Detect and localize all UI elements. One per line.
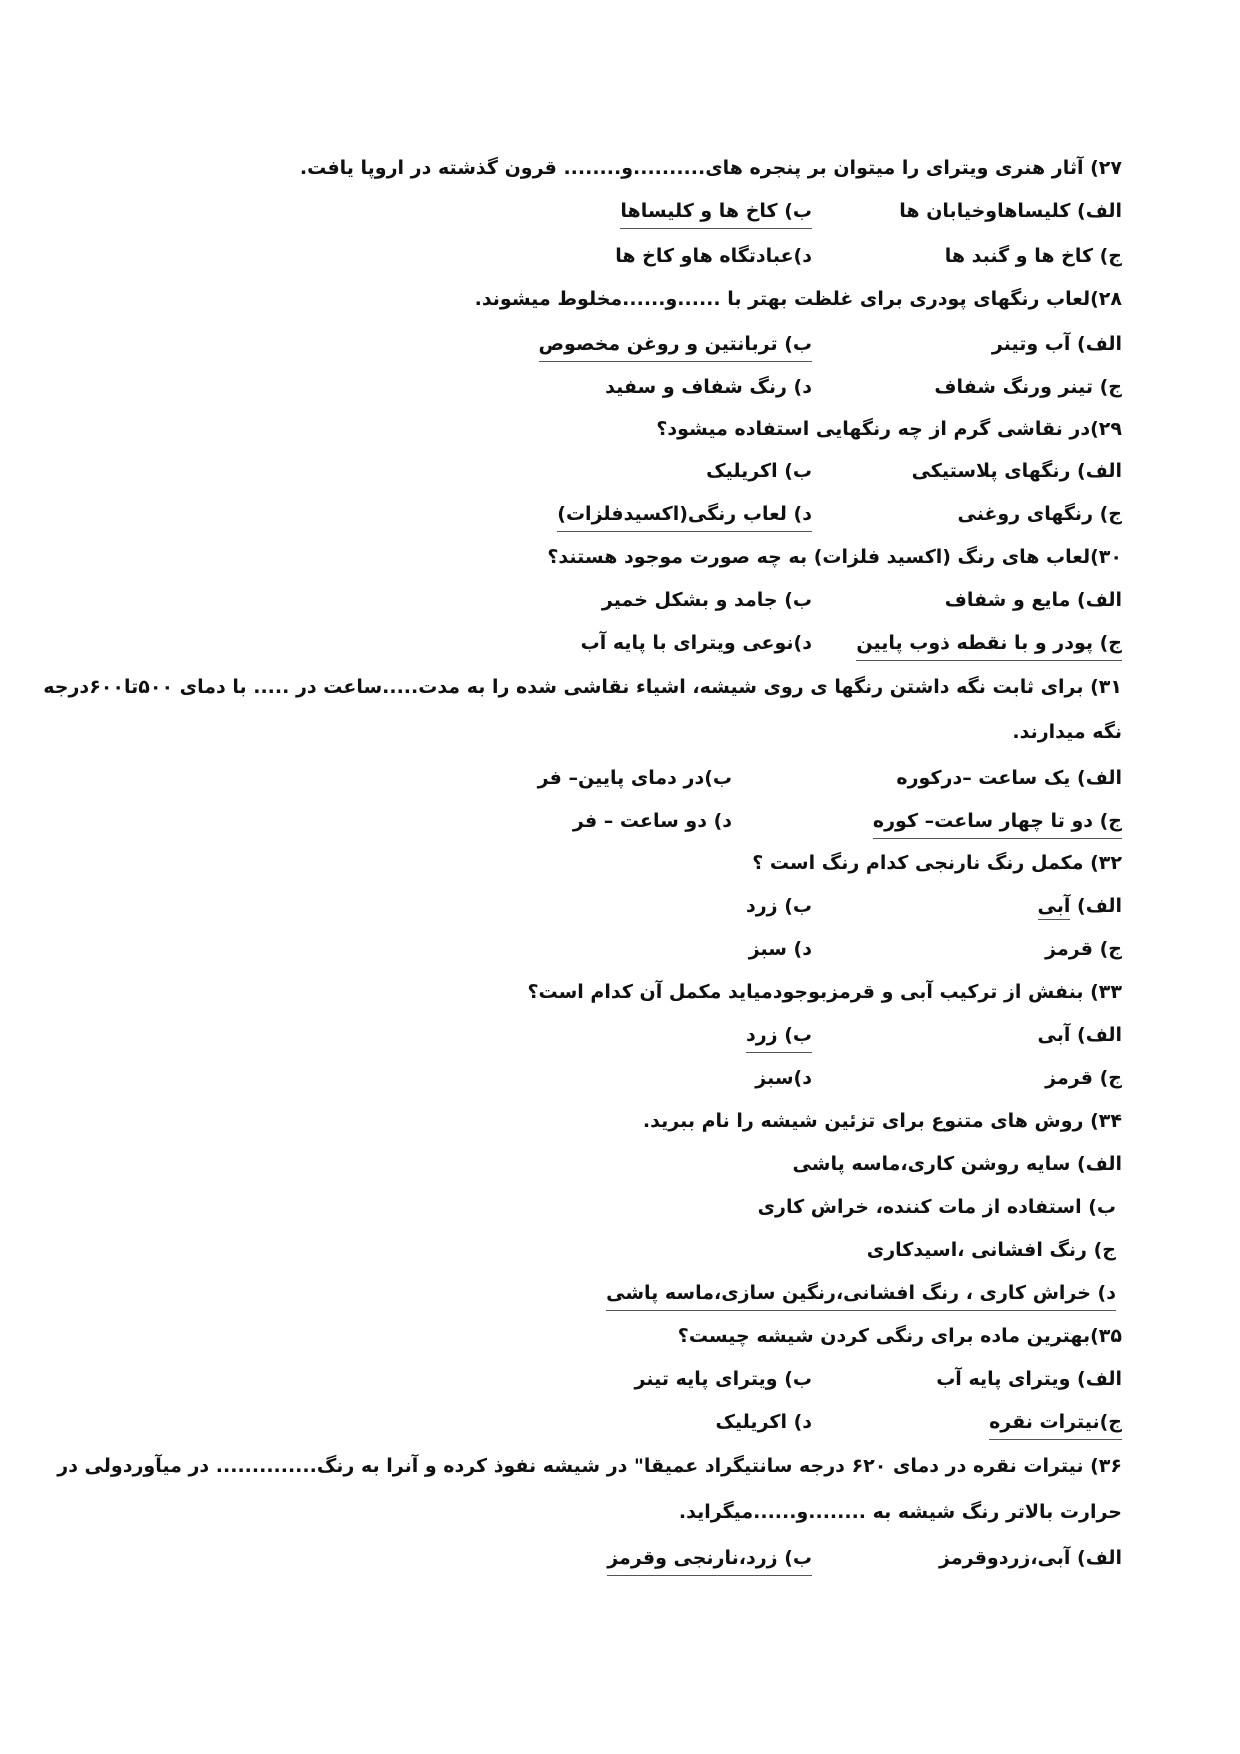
question-34: ۳۴) روش های متنوع برای تزئین شیشه را نام ببرید. — [642, 1110, 1122, 1132]
question-31-line1: ۳۱) برای ثابت نگه داشتن رنگها ی روی شیشه، اشیاء نقاشی شده را به مدت.....ساعت در ..... با دمای ۵۰۰تا۶۰۰درجه — [43, 676, 1122, 698]
q32-option-alef-prefix: الف) — [1070, 895, 1122, 917]
q33-option-dal: د)سبز — [755, 1067, 812, 1089]
q32-option-be: ب) زرد — [745, 895, 812, 917]
question-36-line2: حرارت بالاتر رنگ شیشه به ........و......میگراید. — [678, 1501, 1122, 1523]
q32-option-alef-answer: آبی — [1038, 895, 1071, 920]
q35-option-alef: الف) ویترای پایه آب — [936, 1368, 1122, 1390]
question-36-line1: ۳۶) نیترات نقره در دمای ۶۲۰ درجه سانتیگراد عمیقا" در شیشه نفوذ کرده و آنرا به رنگ.............. در میآوردولی در — [57, 1455, 1122, 1477]
q33-option-jim: ج) قرمز — [1045, 1067, 1122, 1089]
q28-option-alef: الف) آب وتینر — [991, 333, 1122, 355]
q35-option-be: ب) ویترای پایه تینر — [634, 1368, 812, 1390]
q35-option-dal: د) اکریلیک — [715, 1411, 812, 1433]
q33-option-be-answer: ب) زرد — [746, 1020, 812, 1053]
q34-option-alef: الف) سایه روشن کاری،ماسه پاشی — [792, 1153, 1122, 1175]
q32-option-dal: د) سبز — [748, 938, 812, 960]
q30-option-jim-answer: ج) پودر و با نقطه ذوب پایین — [856, 628, 1122, 661]
question-32: ۳۲) مکمل رنگ نارنجی کدام رنگ است ؟ — [752, 852, 1122, 874]
q34-option-be: ب) استفاده از مات کننده، خراش کاری — [757, 1196, 1116, 1218]
q29-option-alef: الف) رنگهای پلاستیکی — [911, 460, 1122, 482]
question-28: ۲۸)لعاب رنگهای پودری برای غلظت بهتر با ......و......مخلوط میشوند. — [474, 288, 1122, 310]
q28-option-be-answer: ب) تربانتین و روغن مخصوص — [539, 329, 813, 362]
question-35: ۳۵)بهترین ماده برای رنگی کردن شیشه چیست؟ — [677, 1325, 1122, 1347]
q32-option-alef — [1038, 891, 1122, 921]
q30-option-dal: د)نوعی ویترای با پایه آب — [580, 632, 812, 654]
q33-option-alef: الف) آبی — [1037, 1024, 1122, 1046]
q34-option-jim: ج) رنگ افشانی ،اسیدکاری — [866, 1239, 1116, 1261]
q35-option-jim-answer: ج)نیترات نقره — [989, 1407, 1122, 1440]
question-27: ۲۷) آثار هنری ویترای را میتوان بر پنجره های..........و........ قرون گذشته در اروپا یافت. — [299, 157, 1122, 179]
q28-option-jim: ج) تینر ورنگ شفاف — [934, 376, 1122, 398]
question-31-line2: نگه میدارند. — [1012, 721, 1122, 743]
q27-option-alef: الف) کلیساهاوخیابان ها — [899, 200, 1122, 222]
q30-option-alef: الف) مایع و شفاف — [944, 589, 1122, 611]
q28-option-dal: د) رنگ شفاف و سفید — [605, 376, 812, 398]
q34-option-dal-answer: د) خراش کاری ، رنگ افشانی،رنگین سازی،ماسه پاشی — [606, 1278, 1116, 1311]
q36-option-alef: الف) آبی،زردوقرمز — [939, 1547, 1122, 1569]
q30-option-be: ب) جامد و بشکل خمیر — [601, 589, 812, 611]
q32-option-jim: ج) قرمز — [1045, 938, 1122, 960]
q27-option-be-answer: ب) کاخ ها و کلیساها — [620, 196, 812, 229]
q31-option-dal: د) دو ساعت – فر — [572, 810, 732, 832]
question-30: ۳۰)لعاب های رنگ (اکسید فلزات) به چه صورت موجود هستند؟ — [547, 546, 1122, 568]
q31-option-alef: الف) یک ساعت –درکوره — [896, 767, 1122, 789]
q29-option-jim: ج) رنگهای روغنی — [957, 503, 1122, 525]
q31-option-be: ب)در دمای پایین– فر — [537, 767, 732, 789]
q36-option-be-answer: ب) زرد،نارنجی وقرمز — [607, 1543, 812, 1576]
q29-option-be: ب) اکریلیک — [706, 460, 812, 482]
q31-option-jim-answer: ج) دو تا چهار ساعت– کوره — [873, 806, 1122, 839]
q27-option-jim: ج) کاخ ها و گنبد ها — [944, 245, 1122, 267]
question-29: ۲۹)در نقاشی گرم از چه رنگهایی استفاده میشود؟ — [656, 418, 1122, 440]
q29-option-dal-answer: د) لعاب رنگی(اکسیدفلزات) — [557, 499, 812, 532]
question-33: ۳۳) بنفش از ترکیب آبی و قرمزبوجودمیاید مکمل آن کدام است؟ — [527, 981, 1122, 1003]
q27-option-dal: د)عبادتگاه هاو کاخ ها — [615, 245, 812, 267]
